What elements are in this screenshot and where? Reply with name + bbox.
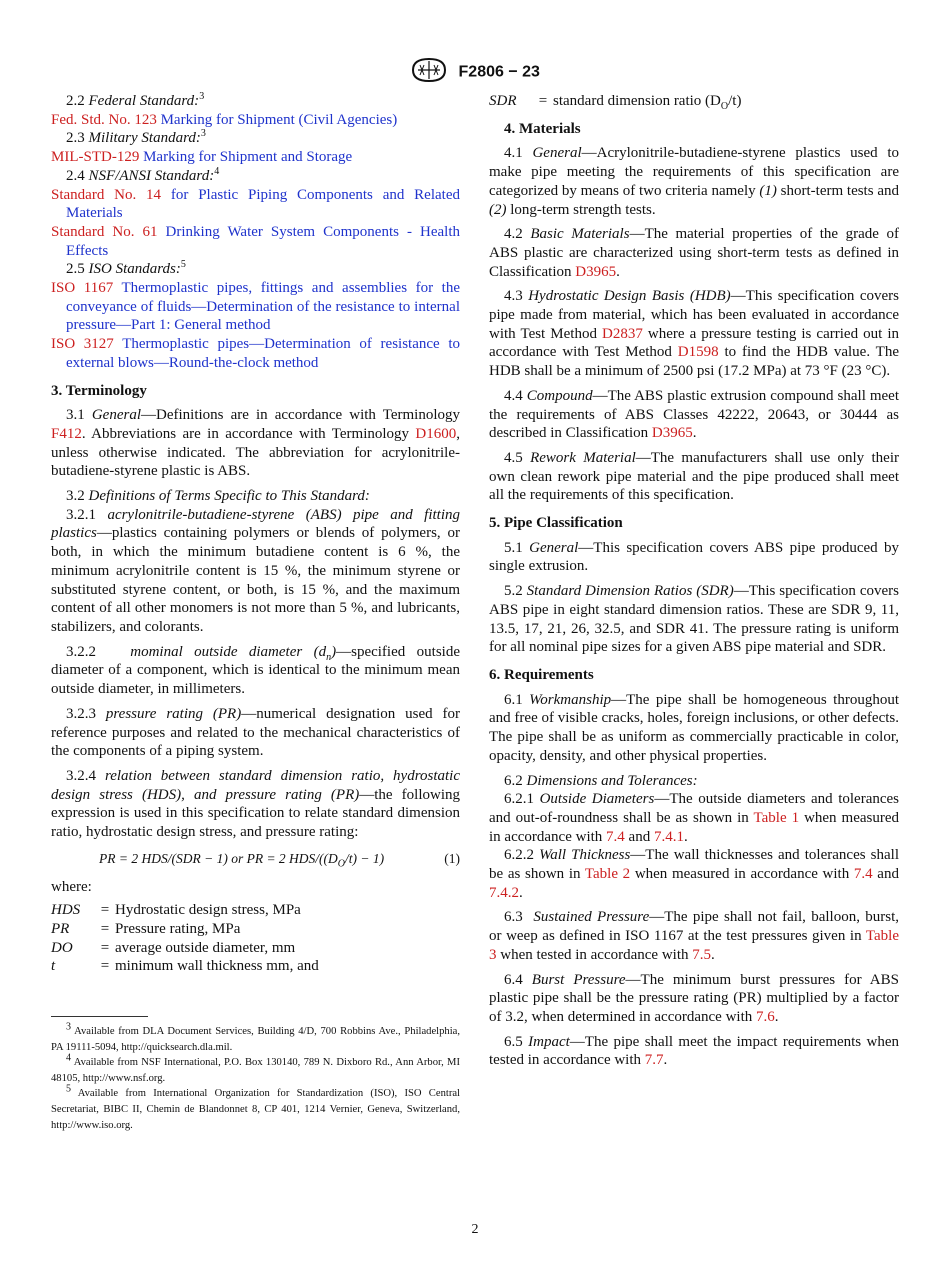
link-table-1[interactable]: Table 1	[753, 809, 800, 826]
para-6-3: 6.3 Sustained Pressure—The pipe shall not fail, balloon, burst, or weep as defined in ISO 1167 at the test pressures given in Table 3 when tested in accordance with 7.5.	[489, 909, 900, 963]
para-6-2: 6.2 Dimensions and Tolerances:	[504, 772, 698, 789]
ref-fed-std-123[interactable]: Fed. Std. No. 123 Marking for Shipment (Civil Agencies)	[51, 111, 398, 128]
para-6-5: 6.5 Impact—The pipe shall meet the impact requirements when tested in accordance with 7.7.	[489, 1033, 900, 1069]
para-6-1: 6.1 Workmanship—The pipe shall be homogeneous throughout and free of visible cracks, holes, foreign inclusions, or other defects. The pipe shall be as uniform as commercially practicable in color, opacity, density, and other physical properties.	[489, 691, 899, 764]
section-5-heading: 5. Pipe Classification	[489, 515, 623, 532]
para-6-2-1: 6.2.1 Outside Diameters—The outside diameters and tolerances and out-of-roundness shall be as shown in Table 1 when measured in accordance with 7.4 and 7.4.1.	[489, 791, 900, 845]
para-6-4: 6.4 Burst Pressure—The minimum burst pressures for ABS plastic pipe shall be the pressure rating (PR) multiplied by a factor of 3.2, when determined in accordance with 7.6.	[489, 971, 899, 1025]
footnote-4: $^4$ Available from NSF International, P.O. Box 130140, 789 N. Dixboro Rd., Ann Arbor, MI 48105, http://www.nsf.org.	[51, 1052, 460, 1084]
link-7-4[interactable]: 7.4	[853, 866, 873, 883]
link-7-5[interactable]: 7.5	[692, 946, 712, 963]
definition-row: DO = average outside diameter, mm	[51, 939, 296, 956]
definition-row: SDR = standard dimension ratio $(D_O/t)$	[489, 93, 742, 112]
definition-row: t = minimum wall thickness mm, and	[51, 958, 319, 975]
para-3-2-2: 3.2.2 mominal outside diameter $(d_n)—specified$ outside diameter of a component, which is identical to the minimum mean outside diameter, in millimeters.	[51, 643, 460, 698]
para-4-4: 4.4 Compound—The ABS plastic extrusion compound shall meet the requirements of ABS Classes 42222, 20643, or 30444 as described in Classification D3965.	[489, 387, 899, 442]
link-7-4-1[interactable]: 7.4.1	[653, 828, 684, 845]
section-6-heading: 6. Requirements	[489, 666, 594, 683]
ref-nsf-14[interactable]: Standard No. 14 for Plastic Piping Components and Related Materials	[51, 186, 460, 222]
footnote-3: $^3$ Available from DLA Document Services, Building 4/D, 700 Robbins Ave., Philadelphia, PA 19111-5094, http://quicksearch.dla.mil.	[51, 1021, 460, 1053]
para-3-2: 3.2 Definitions of Terms Specific to This Standard:	[66, 488, 370, 505]
link-d3965[interactable]: D3965	[575, 263, 617, 280]
link-7-6[interactable]: 7.6	[755, 1008, 775, 1025]
equation-1: PR = 2 HDS/(SDR − 1) or PR = 2 HDS/$((D_O/t) - 1)$ (1)	[99, 850, 460, 870]
definition-row: HDS = Hydrostatic design stress, MPa	[51, 902, 301, 919]
link-d2837[interactable]: D2837	[602, 325, 643, 342]
page-number: 2	[471, 1222, 479, 1237]
ref-nsf-61[interactable]: Standard No. 61 Drinking Water System Components - Health Effects	[51, 223, 461, 259]
section-3-heading: 3. Terminology	[51, 382, 147, 399]
para-4-5: 4.5 Rework Material—The manufacturers shall use only their own clean rework pipe material and the pipe produced shall meet all the requirements of this specification.	[489, 449, 900, 504]
section-2-5: 2.5 ISO Standards:$^5$	[66, 259, 186, 278]
para-5-1: 5.1 General—This specification covers ABS pipe produced by single extrusion.	[489, 539, 900, 575]
definition-row: PR = Pressure rating, MPa	[51, 920, 241, 937]
link-d1598[interactable]: D1598	[677, 344, 719, 361]
section-2-2: 2.2 Federal Standard:$^3$	[66, 91, 205, 109]
where-label: where:	[51, 879, 92, 896]
page-header	[0, 56, 950, 89]
para-6-2-2: 6.2.2 Wall Thickness—The wall thicknesses and tolerances shall be as shown in Table 2 when measured in accordance with 7.4 and 7.4.2.	[489, 847, 899, 901]
document-designation: F2806 − 23	[458, 63, 540, 81]
section-2-3: 2.3 Military Standard:$^3$	[66, 128, 206, 147]
link-f412[interactable]: F412	[51, 425, 82, 442]
link-table-2[interactable]: Table 2	[584, 866, 631, 883]
link-table-3[interactable]: Table 3	[489, 928, 899, 963]
ref-mil-std-129[interactable]: MIL-STD-129 Marking for Shipment and Storage	[51, 149, 353, 166]
para-4-2: 4.2 Basic Materials—The material properties of the grade of ABS plastic are characterized using short-term tests as defined in Classification D3965.	[489, 226, 900, 280]
section-4-heading: 4. Materials	[504, 120, 581, 137]
para-3-2-4: 3.2.4 relation between standard dimension ratio, hydrostatic design stress (HDS), and pressure rating (PR)—the following expression is used in this specification to relate standard dimension ratio, hydrostatic design stress, and pressure rating:	[51, 767, 460, 841]
para-3-2-1: 3.2.1 acrylonitrile-butadiene-styrene (ABS) pipe and fitting plastics—plastics containing polymers or blends of polymers, or both, in which the minimum butadiene content is 6 %, the minimum acrylonitrile content is 15 %, the minimum styrene or substituted styrene content, or both, is 15 %, and the maximum content of all other monomers is not more than 5 %, and lubricants, stabilizers, and colorants.	[51, 506, 461, 635]
right-column	[489, 92, 899, 1070]
link-7-4-2[interactable]: 7.4.2	[489, 884, 519, 901]
link-d3965[interactable]: D3965	[651, 425, 693, 442]
para-3-1: 3.1 General—Definitions are in accordance with Terminology F412. Abbreviations are in accordance with Terminology D1600, unless otherwise indicated. The abbreviation for acrylonitrile-butadiene-styrene plastic is ABS.	[51, 407, 460, 480]
para-4-1: 4.1 General—Acrylonitrile-butadiene-styrene plastics used to make pipe meeting the requirements of this specification are categorized by means of two criteria namely (1) short-term tests and (2) long-term strength tests.	[489, 145, 900, 218]
left-column	[51, 92, 460, 976]
sdr-definition	[489, 92, 899, 111]
footnote-5: $^5$ Available from International Organization for Standardization (ISO), ISO Central Secretariat, BIBC II, Chemin de Blandonnet 8, CP 401, 1214 Vernier, Geneva, Switzerland, http://www.iso.org.	[51, 1083, 460, 1131]
link-d1600[interactable]: D1600	[415, 425, 457, 442]
ref-iso-1167[interactable]: ISO 1167 Thermoplastic pipes, fittings and assemblies for the conveyance of fluids—Determination of the resistance to internal pressure—Part 1: General method	[51, 280, 460, 334]
para-5-2: 5.2 Standard Dimension Ratios (SDR)—This specification covers ABS pipe in eight standard dimension ratios. These are SDR 9, 11, 13.5, 17, 21, 26, 32.5, and SDR 41. The pressure rating is uniform for all nominal pipe sizes for a given ABS pipe material and SDR.	[489, 583, 899, 656]
equation-number: (1)	[444, 850, 460, 866]
symbol-definitions	[51, 901, 460, 976]
footnote-divider	[51, 1016, 148, 1017]
section-2-4: 2.4 NSF/ANSI Standard:$^4$	[66, 165, 220, 184]
footnotes	[51, 1021, 460, 1133]
link-7-4[interactable]: 7.4	[606, 828, 625, 845]
para-4-3: 4.3 Hydrostatic Design Basis (HDB)—This specification covers pipe made from material, which has been evaluated in accordance with Test Method D2837 where a pressure testing is carried out in accordance with Test Method D1598 to find the HDB value. The HDB shall be a minimum of 2500 psi (17.2 MPa) at 73 °F (23 °C).	[489, 288, 900, 380]
link-7-7[interactable]: 7.7	[644, 1052, 664, 1069]
para-3-2-3: 3.2.3 pressure rating (PR)—numerical designation used for reference purposes and related to the mechanical characteristics of the components of a piping system.	[51, 705, 460, 760]
astm-logo-icon	[410, 56, 448, 89]
ref-iso-3127[interactable]: ISO 3127 Thermoplastic pipes—Determination of resistance to external blows—Round-the-clock method	[51, 336, 460, 371]
